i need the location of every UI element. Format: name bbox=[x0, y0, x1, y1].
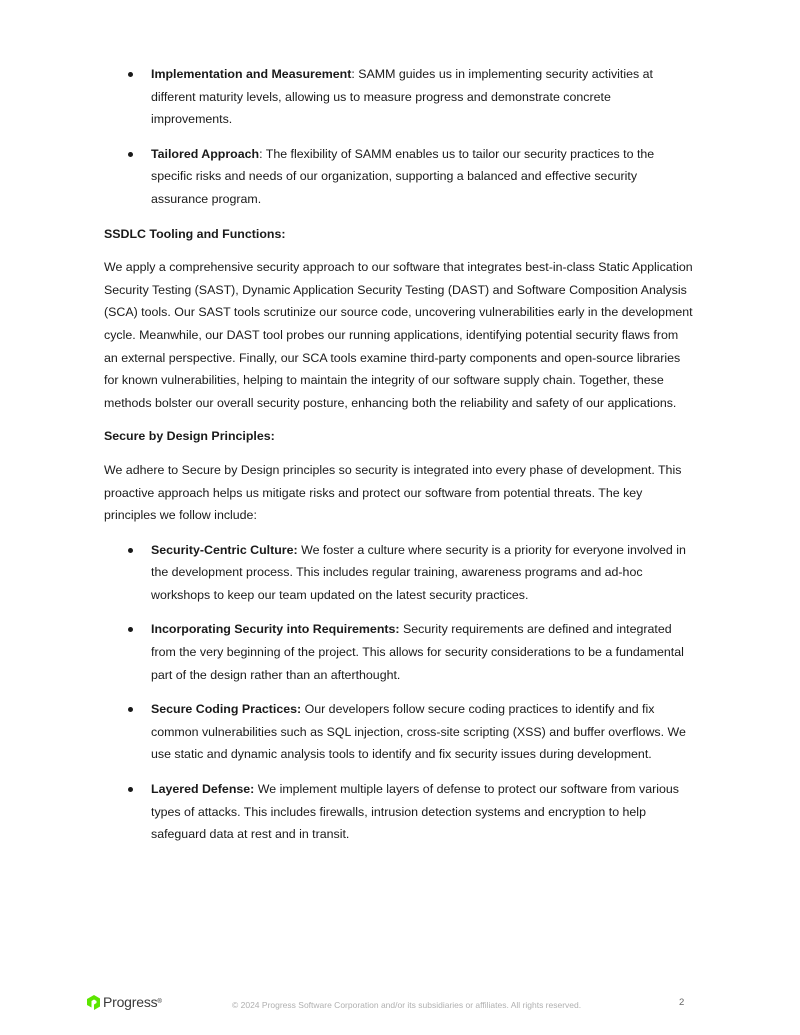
bullet-text: We implement multiple layers of defense to protect our software from various types of attacks. This includes firewalls, intrusion detection systems and encryption to help safeguard data at rest and in transit. bbox=[151, 782, 679, 842]
bullet-term: Incorporating Security into Requirements: bbox=[151, 622, 400, 637]
section-heading-ssdlc: SSDLC Tooling and Functions: bbox=[104, 226, 286, 241]
list-item bbox=[104, 618, 694, 686]
bullet-term: Implementation and Measurement bbox=[151, 67, 352, 81]
bullet-icon bbox=[128, 627, 133, 632]
page-number: 2 bbox=[679, 997, 685, 1008]
bullet-text: The flexibility of SAMM enables us to tailor our security practices to the specific risks and needs of our organization, supporting a balanced and effective security assurance program. bbox=[151, 146, 655, 206]
bullet-term: Tailored Approach bbox=[151, 146, 260, 161]
bullet-term: Security-Centric Culture: bbox=[151, 542, 298, 557]
bullet-separator: : bbox=[351, 67, 359, 81]
progress-logo-icon bbox=[87, 995, 100, 1010]
bullet-text: Our developers follow secure coding practices to identify and fix common vulnerabilities such as SQL injection, cross-site scripting (XSS) and buffer overflows. We use static and dynamic analysis tools to identify and fix security issues during development. bbox=[151, 702, 686, 762]
copyright-notice: © 2024 Progress Software Corporation and/or its subsidiaries or affiliates. All rights reserved. bbox=[232, 1000, 582, 1010]
list-item bbox=[104, 143, 694, 211]
samm-benefits-list bbox=[104, 63, 694, 211]
bullet-text: SAMM guides us in implementing security activities at different maturity levels, allowing us to measure progress and demonstrate concrete improvements. bbox=[151, 67, 653, 127]
logo-wordmark: Progress bbox=[103, 994, 158, 1010]
section-heading-secure-by-design: Secure by Design Principles: bbox=[104, 429, 275, 444]
design-principles-list bbox=[104, 539, 694, 846]
list-item bbox=[104, 539, 694, 607]
bullet-icon bbox=[128, 548, 133, 553]
bullet-icon bbox=[128, 707, 133, 712]
bullet-icon bbox=[128, 72, 133, 77]
ssdlc-paragraph: We apply a comprehensive security approach to our software that integrates best-in-class Static Application Security Testing (SAST), Dynamic Application Security Testing (DAST) and Software Composition Analysis (SCA) tools. Our SAST tools scrutinize our source code, uncovering vulnerabilities early in the development cycle. Meanwhile, our DAST tool probes our running applications, identifying potential security flaws from an external perspective. Finally, our SCA tools examine third-party components and open-source libraries for known vulnerabilities, helping to maintain the integrity of our software supply chain. Together, these methods bolster our overall security posture, enhancing both the reliability and safety of our applications. bbox=[104, 260, 693, 410]
bullet-icon bbox=[128, 152, 133, 157]
document-body bbox=[104, 63, 694, 846]
bullet-text: We foster a culture where security is a priority for everyone involved in the development process. This includes regular training, awareness programs and ad-hoc workshops to keep our team updated on the latest security practices. bbox=[151, 542, 686, 602]
logo-registered-mark: ® bbox=[157, 999, 162, 1005]
secure-by-design-paragraph: We adhere to Secure by Design principles so security is integrated into every phase of development. This proactive approach helps us mitigate risks and protect our software from potential threats. The key principles we follow include: bbox=[104, 462, 682, 523]
list-item bbox=[104, 778, 694, 846]
list-item bbox=[104, 63, 694, 131]
progress-logo bbox=[87, 994, 162, 1010]
bullet-icon bbox=[128, 787, 133, 792]
bullet-text: Security requirements are defined and integrated from the very beginning of the project. This allows for security considerations to be a fundamental part of the design rather than an afterthought. bbox=[151, 622, 684, 682]
page-footer bbox=[0, 990, 800, 1020]
bullet-separator: : bbox=[259, 146, 266, 161]
bullet-term: Layered Defense: bbox=[151, 782, 255, 797]
list-item bbox=[104, 698, 694, 766]
bullet-term: Secure Coding Practices: bbox=[151, 702, 302, 717]
